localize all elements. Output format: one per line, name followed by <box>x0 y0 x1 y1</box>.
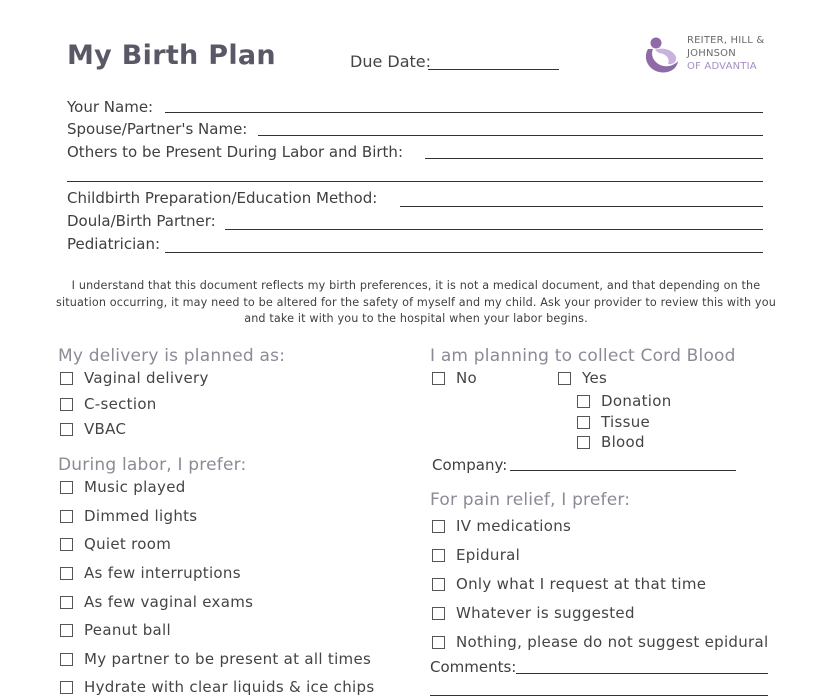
checkbox[interactable] <box>60 538 73 551</box>
option-label: As few interruptions <box>84 564 241 582</box>
pediatrician-field[interactable] <box>165 252 763 253</box>
doula-label: Doula/Birth Partner: <box>67 212 216 230</box>
logo-line-3: OF ADVANTIA <box>687 61 757 72</box>
checkbox[interactable] <box>60 681 73 694</box>
labor-option-music[interactable] <box>60 478 186 496</box>
option-label: Quiet room <box>84 535 172 553</box>
childbirth-method-label: Childbirth Preparation/Education Method: <box>67 189 378 207</box>
labor-option-partner-present[interactable] <box>60 650 371 668</box>
cord-blood-heading: I am planning to collect Cord Blood <box>430 346 736 366</box>
option-label: Epidural <box>456 546 521 564</box>
labor-option-hydrate[interactable] <box>60 678 374 696</box>
company-field[interactable] <box>510 470 736 471</box>
checkbox[interactable] <box>60 653 73 666</box>
pain-option-iv[interactable] <box>432 517 571 535</box>
checkbox[interactable] <box>432 520 445 533</box>
checkbox[interactable] <box>60 510 73 523</box>
checkbox[interactable] <box>558 372 571 385</box>
doula-field[interactable] <box>225 229 763 230</box>
labor-option-dimmed-lights[interactable] <box>60 507 197 525</box>
company-label: Company: <box>432 456 508 474</box>
checkbox[interactable] <box>432 578 445 591</box>
option-label: VBAC <box>84 420 127 438</box>
option-label: C-section <box>84 395 157 413</box>
checkbox[interactable] <box>432 607 445 620</box>
pain-relief-heading: For pain relief, I prefer: <box>430 490 631 510</box>
cord-blood-yes[interactable] <box>558 369 607 387</box>
pain-option-nothing[interactable] <box>432 633 768 651</box>
comments-label: Comments: <box>430 658 517 676</box>
checkbox[interactable] <box>60 423 73 436</box>
delivery-heading: My delivery is planned as: <box>58 346 286 366</box>
cord-blood-donation[interactable] <box>577 392 672 410</box>
your-name-label: Your Name: <box>67 98 154 116</box>
checkbox[interactable] <box>60 481 73 494</box>
delivery-option-vaginal[interactable] <box>60 369 209 387</box>
option-label: As few vaginal exams <box>84 593 254 611</box>
delivery-option-csection[interactable] <box>60 395 157 413</box>
checkbox[interactable] <box>432 549 445 562</box>
cord-blood-no[interactable] <box>432 369 477 387</box>
option-label: Peanut ball <box>84 621 171 639</box>
others-present-label: Others to be Present During Labor and Birth: <box>67 143 403 161</box>
comments-field-line-2[interactable] <box>430 695 768 696</box>
spouse-partner-field[interactable] <box>258 135 763 136</box>
checkbox[interactable] <box>432 372 445 385</box>
others-present-field[interactable] <box>425 158 763 159</box>
stylized-person-logo-icon <box>643 35 681 75</box>
option-label: No <box>456 369 477 387</box>
option-label: Blood <box>601 433 645 451</box>
option-label: Hydrate with clear liquids & ice chips <box>84 678 375 696</box>
others-present-field-line-2[interactable] <box>67 181 763 182</box>
spouse-partner-label: Spouse/Partner's Name: <box>67 120 248 138</box>
checkbox[interactable] <box>60 372 73 385</box>
checkbox[interactable] <box>577 416 590 429</box>
option-label: IV medications <box>456 517 572 535</box>
childbirth-method-field[interactable] <box>400 206 763 207</box>
labor-option-few-interruptions[interactable] <box>60 564 241 582</box>
checkbox[interactable] <box>60 596 73 609</box>
checkbox[interactable] <box>60 624 73 637</box>
labor-heading: During labor, I prefer: <box>58 455 247 475</box>
comments-field[interactable] <box>516 673 768 674</box>
cord-blood-blood[interactable] <box>577 433 645 451</box>
option-label: Yes <box>582 369 608 387</box>
option-label: Vaginal delivery <box>84 369 209 387</box>
logo-line-1: REITER, HILL & <box>687 35 765 46</box>
checkbox[interactable] <box>577 395 590 408</box>
your-name-field[interactable] <box>165 112 763 113</box>
pain-option-epidural[interactable] <box>432 546 520 564</box>
pain-option-whatever-suggested[interactable] <box>432 604 635 622</box>
cord-blood-tissue[interactable] <box>577 413 650 431</box>
checkbox[interactable] <box>60 567 73 580</box>
option-label: Dimmed lights <box>84 507 198 525</box>
option-label: Only what I request at that time <box>456 575 707 593</box>
checkbox[interactable] <box>432 636 445 649</box>
checkbox[interactable] <box>60 398 73 411</box>
pain-option-only-request[interactable] <box>432 575 706 593</box>
labor-option-quiet-room[interactable] <box>60 535 171 553</box>
pediatrician-label: Pediatrician: <box>67 235 161 253</box>
due-date-field[interactable] <box>428 69 559 70</box>
option-label: Donation <box>601 392 672 410</box>
due-date-label: Due Date: <box>350 52 432 71</box>
logo-text <box>687 34 764 73</box>
option-label: Nothing, please do not suggest epidural <box>456 633 769 651</box>
disclaimer-text: I understand that this document reflects my birth preferences, it is not a medical document, and that depending on the situation occurring, it may need to be altered for the safety of myself and my child. Ask your provider to review this with you and take it with you to the hospital when your labor begins. <box>56 279 776 325</box>
logo-line-2: JOHNSON <box>687 48 736 59</box>
labor-option-few-exams[interactable] <box>60 593 253 611</box>
checkbox[interactable] <box>577 436 590 449</box>
option-label: Whatever is suggested <box>456 604 635 622</box>
labor-option-peanut-ball[interactable] <box>60 621 171 639</box>
delivery-option-vbac[interactable] <box>60 420 126 438</box>
option-label: My partner to be present at all times <box>84 650 372 668</box>
option-label: Tissue <box>601 413 651 431</box>
option-label: Music played <box>84 478 186 496</box>
page-title: My Birth Plan <box>67 40 276 71</box>
